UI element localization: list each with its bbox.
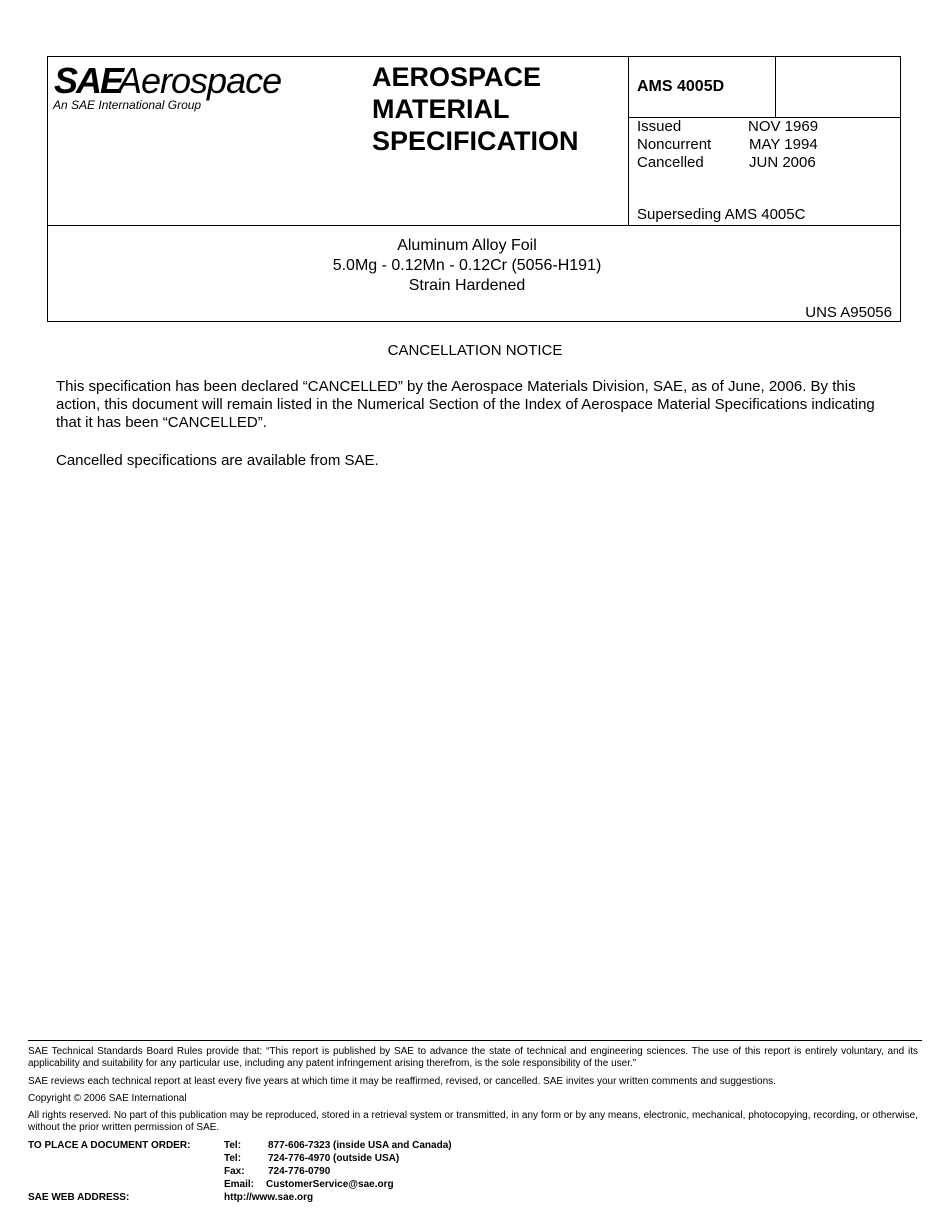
- uns-number: UNS A95056: [805, 304, 892, 321]
- contact-phone: 724-776-4970 (outside USA): [268, 1153, 400, 1164]
- web-address-link[interactable]: http://www.sae.org: [224, 1192, 314, 1203]
- footer-rules-text: SAE Technical Standards Board Rules provide that: “This report is published by SAE to advance the state of technical and engineering sciences. The use of this report is entirely voluntary, and its applicability and suitability for any particular use, including any patent infringement arising therefrom, is the sole responsibility of the user.”: [28, 1046, 918, 1069]
- issued-label: Issued: [637, 118, 682, 135]
- footer-review-text: SAE reviews each technical report at least every five years at which time it may be reaffirmed, revised, or cancelled. SAE invites your written comments and suggestions.: [28, 1076, 776, 1087]
- cancelled-date: JUN 2006: [749, 154, 816, 171]
- subject-line: 5.0Mg - 0.12Mn - 0.12Cr (5056-H191): [332, 257, 602, 274]
- document-type-title: [372, 61, 579, 157]
- subject-line: Aluminum Alloy Foil: [397, 237, 537, 254]
- web-address-label: SAE WEB ADDRESS:: [28, 1192, 130, 1203]
- contact-label: Tel:: [224, 1153, 242, 1164]
- sae-logo-tagline: An SAE International Group: [53, 98, 202, 112]
- order-label: TO PLACE A DOCUMENT ORDER:: [28, 1140, 191, 1151]
- contact-label: Tel:: [224, 1140, 242, 1151]
- title-line: MATERIAL: [372, 94, 510, 124]
- header-divider: [628, 56, 629, 226]
- contact-phone: 877-606-7323 (inside USA and Canada): [268, 1140, 452, 1151]
- sae-logo-name: Aerospace: [118, 60, 282, 101]
- contact-label: Fax:: [224, 1166, 245, 1177]
- footer-copyright: Copyright © 2006 SAE International: [28, 1093, 187, 1104]
- doc-number-divider: [775, 56, 776, 118]
- notice-paragraph: This specification has been declared “CANCELLED” by the Aerospace Materials Division, SAE, as of June, 2006. By this action, this document will remain listed in the Numerical Section of the Index of Aerospace Material Specifications indicating that it has been “CANCELLED”.: [56, 378, 875, 431]
- title-line: SPECIFICATION: [372, 126, 579, 156]
- noncurrent-label: Noncurrent: [637, 136, 712, 153]
- title-line: AEROSPACE: [372, 62, 542, 92]
- notice-paragraph: Cancelled specifications are available from SAE.: [56, 452, 379, 469]
- footer-rights-text: All rights reserved. No part of this publication may be reproduced, stored in a retrieval system or transmitted, in any form or by any means, electronic, mechanical, photocopying, recording, or otherwise, without the prior written permission of SAE.: [28, 1110, 918, 1133]
- superseding-note: Superseding AMS 4005C: [637, 206, 806, 223]
- contact-fax: 724-776-0790: [268, 1166, 331, 1177]
- noncurrent-date: MAY 1994: [749, 136, 818, 153]
- cancelled-label: Cancelled: [637, 154, 704, 171]
- contact-email-link[interactable]: CustomerService@sae.org: [266, 1179, 394, 1190]
- footer-rule: [28, 1040, 922, 1041]
- subject-line: Strain Hardened: [408, 277, 526, 294]
- contact-label: Email:: [224, 1179, 255, 1190]
- sae-logo-mark: SAE: [54, 60, 123, 101]
- issued-date: NOV 1969: [748, 118, 819, 135]
- notice-title: CANCELLATION NOTICE: [387, 342, 563, 359]
- document-number: AMS 4005D: [637, 78, 725, 95]
